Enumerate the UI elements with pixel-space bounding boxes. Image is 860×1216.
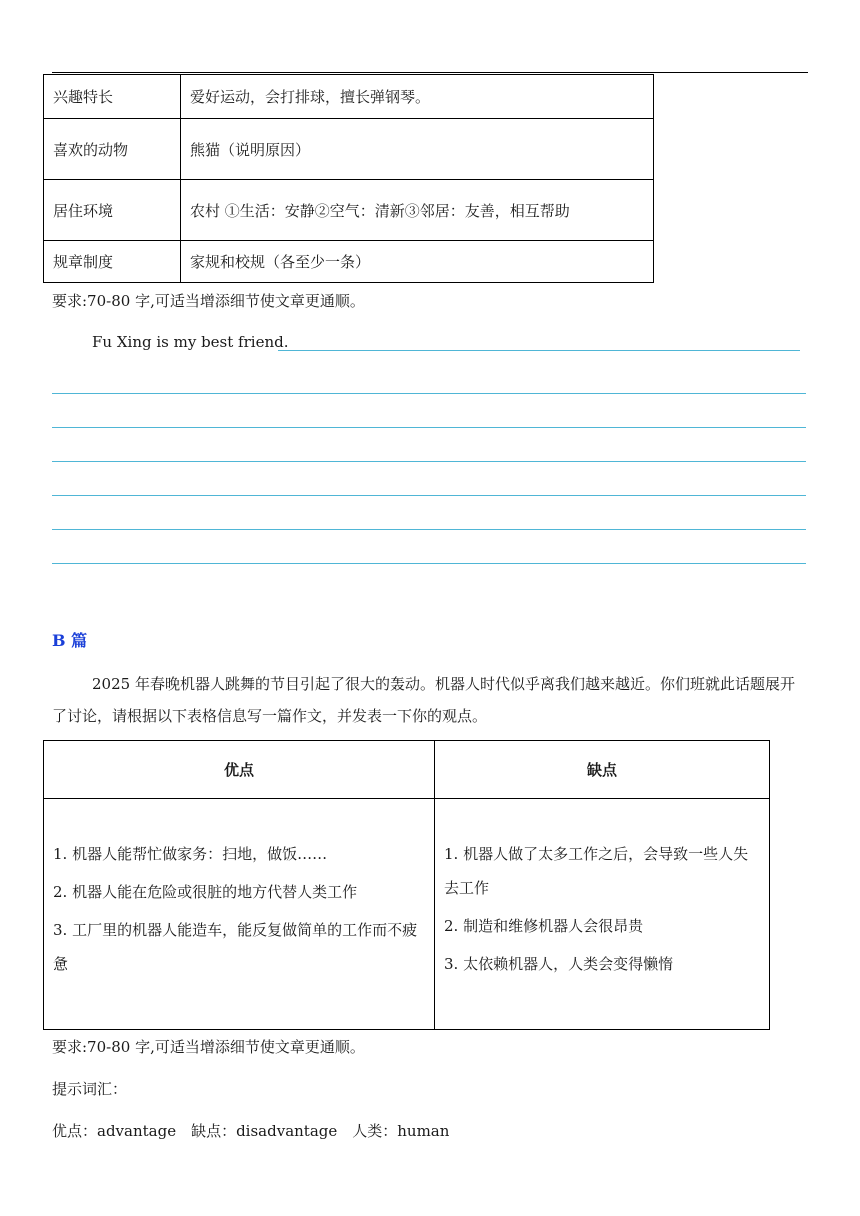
hint-words: 优点：advantage 缺点：disadvantage 人类：human	[52, 1122, 450, 1140]
answer-line[interactable]	[52, 529, 806, 530]
row-key: 兴趣特长	[44, 75, 181, 119]
list-item: 1. 机器人能帮忙做家务：扫地，做饭……	[53, 845, 328, 863]
answer-line[interactable]	[278, 350, 800, 351]
answer-start	[92, 333, 288, 351]
top-rule	[52, 72, 808, 73]
advantages-header: 优点	[44, 741, 435, 799]
info-table	[43, 74, 654, 283]
answer-start-text: Fu Xing is my best friend.	[92, 333, 289, 351]
list-item: 3. 工厂里的机器人能造车，能反复做简单的工作而不疲惫	[53, 921, 418, 973]
disadvantages-cell	[435, 799, 770, 1030]
answer-line[interactable]	[52, 461, 806, 462]
table-row	[44, 241, 654, 283]
section-b-paragraph: 2025 年春晚机器人跳舞的节目引起了很大的轰动。机器人时代似乎离我们越来越近。你们班就此话题展开了讨论，请根据以下表格信息写一篇作文，并发表一下你的观点。	[52, 675, 795, 725]
table-row	[44, 119, 654, 180]
row-key: 喜欢的动物	[44, 119, 181, 180]
row-value: 家规和校规（各至少一条）	[181, 241, 654, 283]
table-row	[44, 75, 654, 119]
list-item: 2. 制造和维修机器人会很昂贵	[444, 917, 644, 935]
requirement-b: 要求:70-80 字,可适当增添细节使文章更通顺。	[52, 1038, 365, 1056]
pros-cons-table	[43, 740, 770, 1030]
answer-line[interactable]	[52, 427, 806, 428]
row-key: 居住环境	[44, 180, 181, 241]
section-b-heading: B 篇	[52, 631, 88, 650]
answer-line[interactable]	[52, 563, 806, 564]
row-key: 规章制度	[44, 241, 181, 283]
row-value: 熊猫（说明原因）	[181, 119, 654, 180]
row-value: 爱好运动，会打排球，擅长弹钢琴。	[181, 75, 654, 119]
answer-line[interactable]	[52, 495, 806, 496]
list-item: 3. 太依赖机器人，人类会变得懒惰	[444, 955, 674, 973]
advantages-cell	[44, 799, 435, 1030]
requirement-a: 要求:70-80 字,可适当增添细节使文章更通顺。	[52, 292, 365, 310]
hint-label: 提示词汇：	[52, 1080, 128, 1098]
table-row	[44, 180, 654, 241]
answer-line[interactable]	[52, 393, 806, 394]
row-value: 农村 ①生活：安静②空气：清新③邻居：友善，相互帮助	[181, 180, 654, 241]
list-item: 2. 机器人能在危险或很脏的地方代替人类工作	[53, 883, 358, 901]
list-item: 1. 机器人做了太多工作之后，会导致一些人失去工作	[444, 845, 749, 897]
disadvantages-header: 缺点	[435, 741, 770, 799]
